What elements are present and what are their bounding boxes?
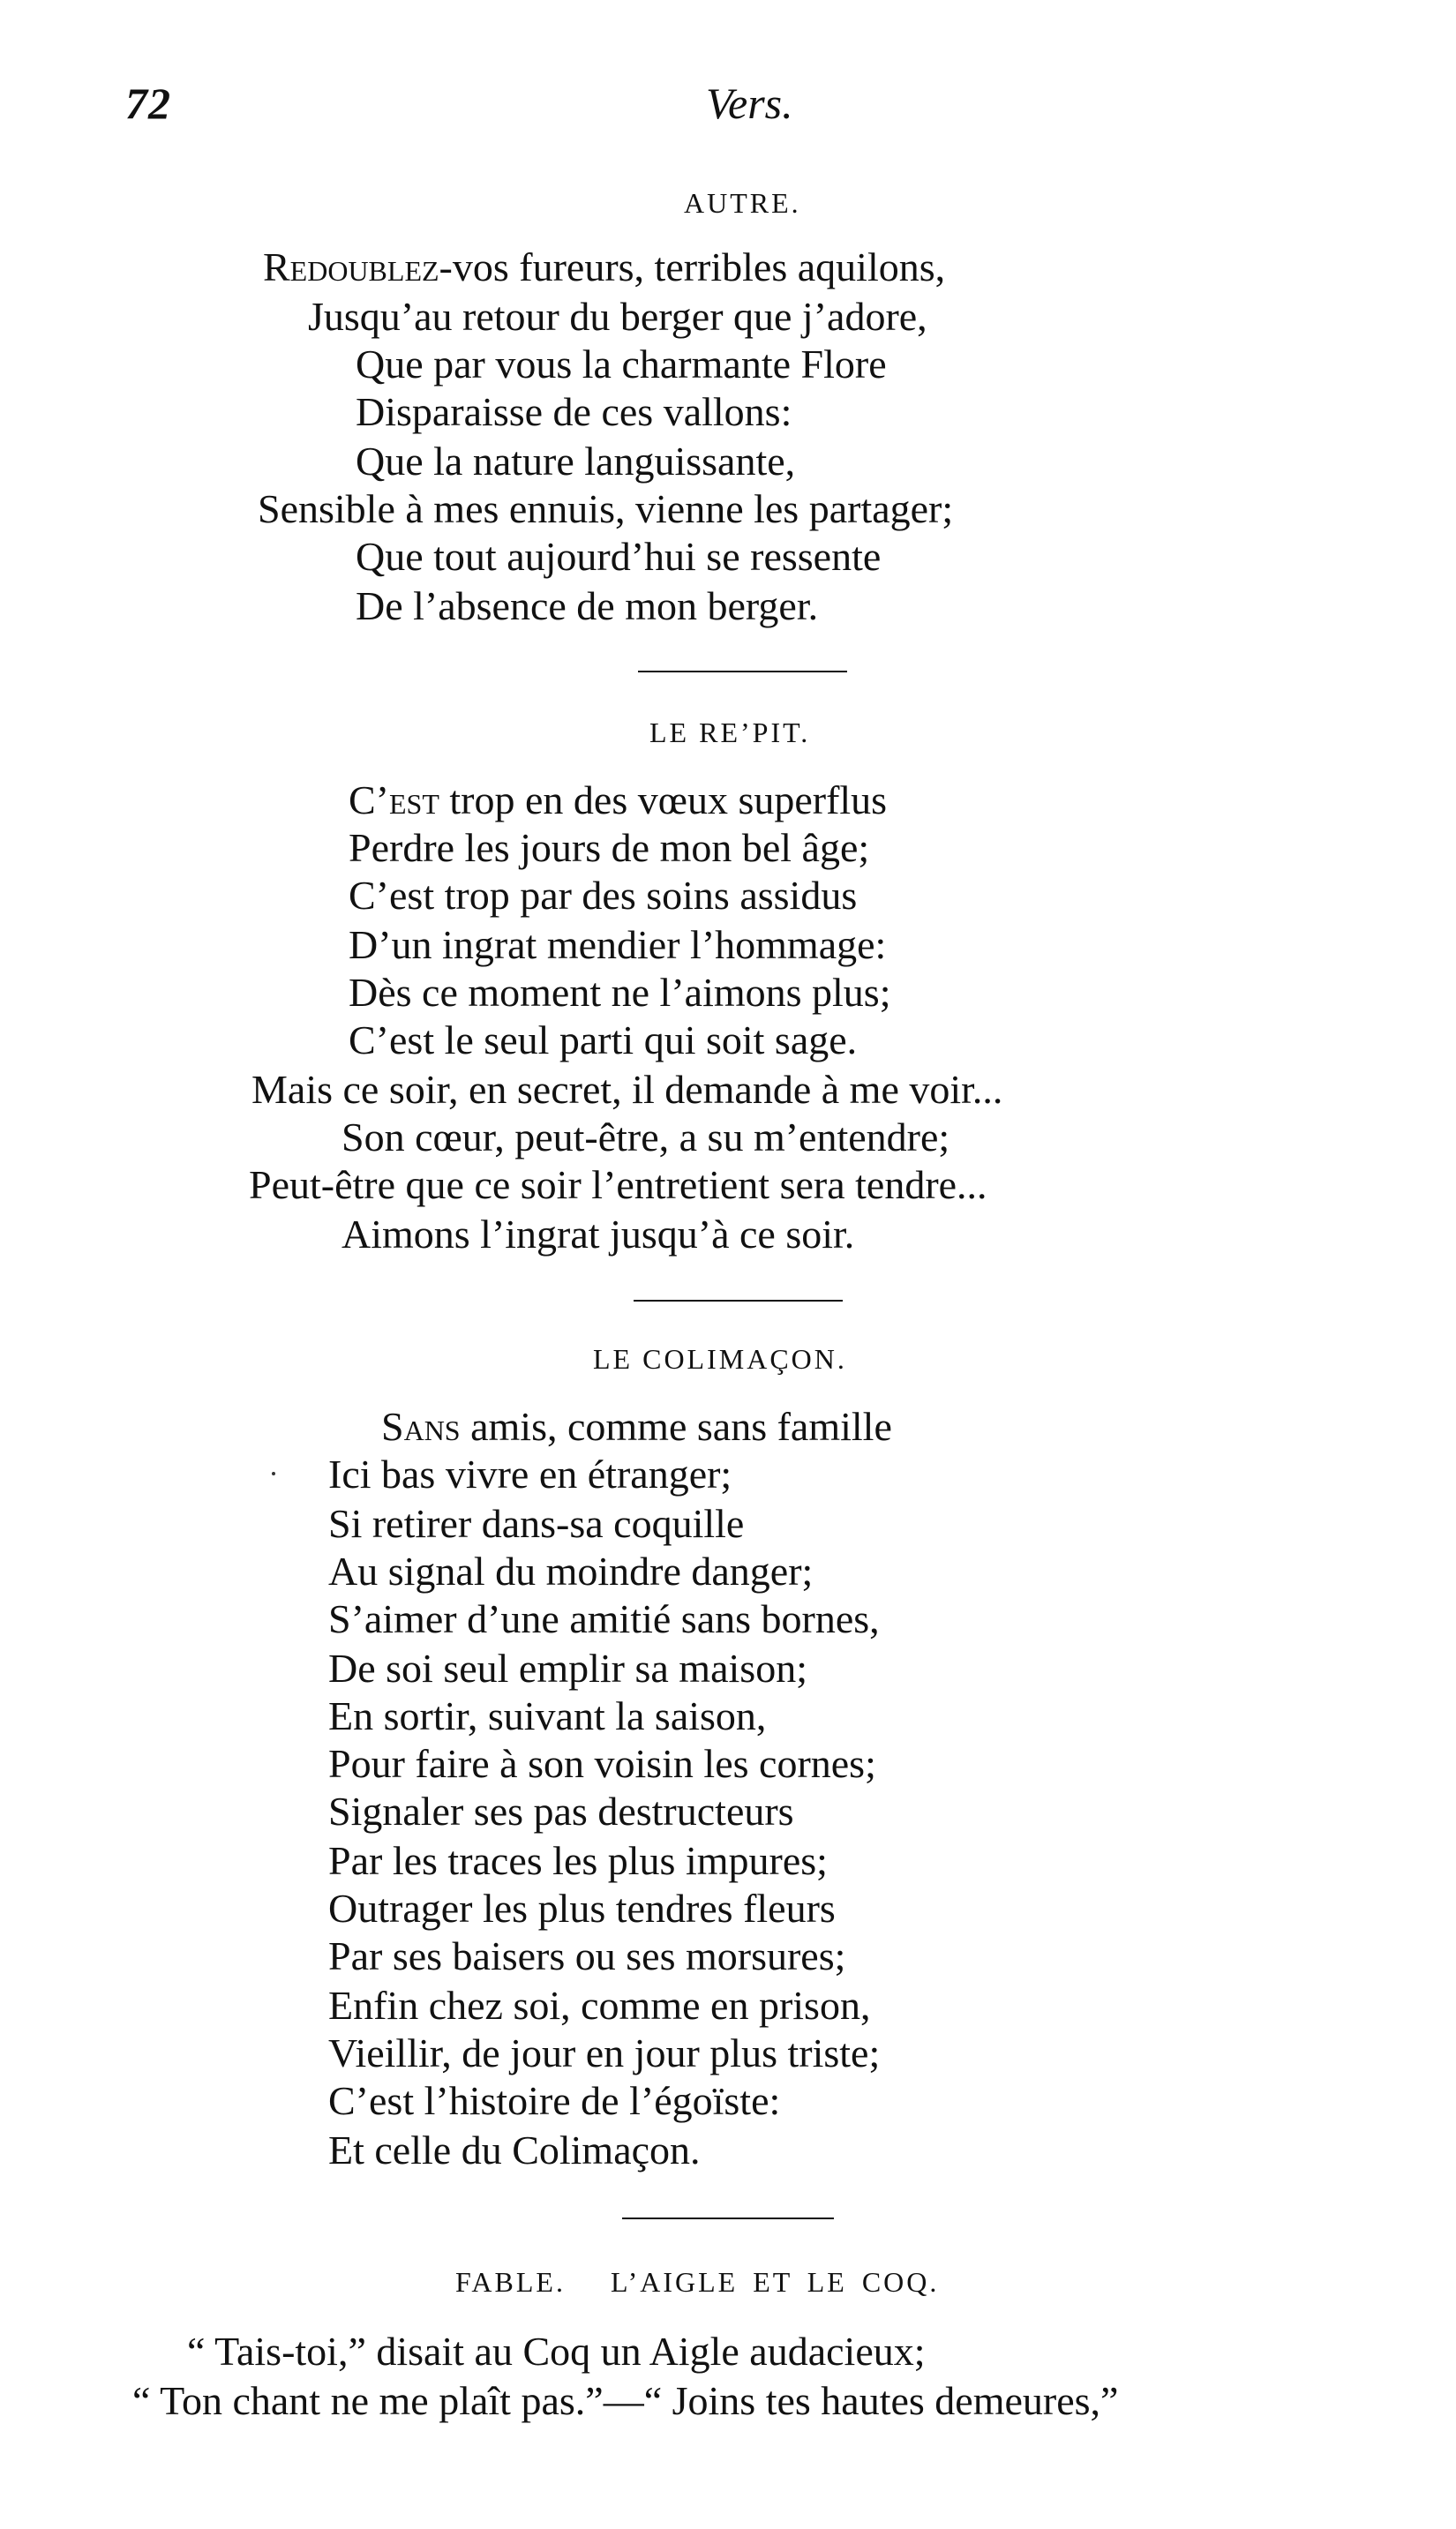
poem-line: C’est trop par des soins assidus [349, 873, 858, 918]
poem-line [263, 244, 946, 289]
poem-line: En sortir, suivant la saison, [328, 1693, 767, 1738]
poem-line-text: -vos fureurs, terribles aquilons, [439, 244, 946, 289]
poem-line: Dès ce moment ne l’aimons plus; [349, 970, 891, 1015]
poem-line: De l’absence de mon berger. [356, 583, 819, 628]
poem-line: C’est le seul parti qui soit sage. [349, 1017, 858, 1062]
poem-line: Que la nature languissante, [356, 439, 796, 484]
section-divider [622, 2218, 834, 2219]
poem-line: Si retirer dans-sa coquille [328, 1501, 745, 1546]
poem-line: Et celle du Colimaçon. [328, 2128, 701, 2173]
poem-line: Sensible à mes ennuis, vienne les partager; [258, 486, 954, 531]
poem-line: Vieillir, de jour en jour plus triste; [328, 2030, 881, 2075]
poem-line: Ici bas vivre en étranger; [328, 1452, 732, 1497]
poem-line-text: amis, comme sans famille [460, 1404, 892, 1449]
poem-line: Que par vous la charmante Flore [356, 341, 887, 386]
poem-line: Jusqu’au retour du berger que j’adore, [308, 294, 927, 339]
poem-line: Peut-être que ce soir l’entretient sera tendre... [249, 1162, 987, 1207]
poem-line: Perdre les jours de mon bel âge; [349, 825, 870, 870]
running-title: Vers. [706, 79, 793, 128]
poem-first-word: C’est [349, 777, 439, 822]
poem-line [349, 777, 888, 822]
poem-line: Signaler ses pas destructeurs [328, 1789, 794, 1834]
poem-line: Au signal du moindre danger; [328, 1549, 814, 1594]
poem-line: “ Tais-toi,” disait au Coq un Aigle audacieux; [187, 2329, 926, 2374]
section-divider [638, 671, 847, 672]
page-number: 72 [125, 79, 171, 128]
poem-line-text: trop en des vœux superflus [439, 777, 888, 822]
ink-speck [272, 1472, 275, 1475]
poem-line: De soi seul emplir sa maison; [328, 1646, 807, 1691]
poem-line: C’est l’histoire de l’égoïste: [328, 2078, 781, 2123]
poem-line: Par les traces les plus impures; [328, 1838, 828, 1883]
poem-line: D’un ingrat mendier l’hommage: [349, 922, 887, 967]
poem-line: Son cœur, peut-être, a su m’entendre; [341, 1114, 950, 1159]
poem-line: Pour faire à son voisin les cornes; [328, 1741, 876, 1786]
poem-title-le-repit: LE RE’PIT. [649, 717, 811, 748]
section-divider [634, 1300, 843, 1302]
poem-title-fable: FABLE. L’AIGLE ET LE COQ. [455, 2266, 940, 2298]
poem-title-autre: AUTRE. [684, 187, 801, 219]
poem-line: Aimons l’ingrat jusqu’à ce soir. [341, 1212, 855, 1257]
poem-line: Par ses baisers ou ses morsures; [328, 1933, 846, 1978]
poem-line: S’aimer d’une amitié sans bornes, [328, 1596, 880, 1641]
poem-line: Enfin chez soi, comme en prison, [328, 1983, 871, 2028]
poem-line: Mais ce soir, en secret, il demande à me voir... [251, 1067, 1003, 1112]
poem-line: Outrager les plus tendres fleurs [328, 1886, 836, 1931]
poem-line: “ Ton chant ne me plaît pas.”—“ Joins tes hautes demeures,” [132, 2378, 1119, 2423]
poem-first-word: Sans [381, 1404, 461, 1449]
poem-title-le-colimacon: LE COLIMAÇON. [593, 1343, 847, 1375]
poem-line: Que tout aujourd’hui se ressente [356, 534, 882, 579]
poem-line [381, 1404, 892, 1449]
poem-first-word: Redoublez [263, 244, 439, 289]
poem-line: Disparaisse de ces vallons: [356, 389, 792, 434]
